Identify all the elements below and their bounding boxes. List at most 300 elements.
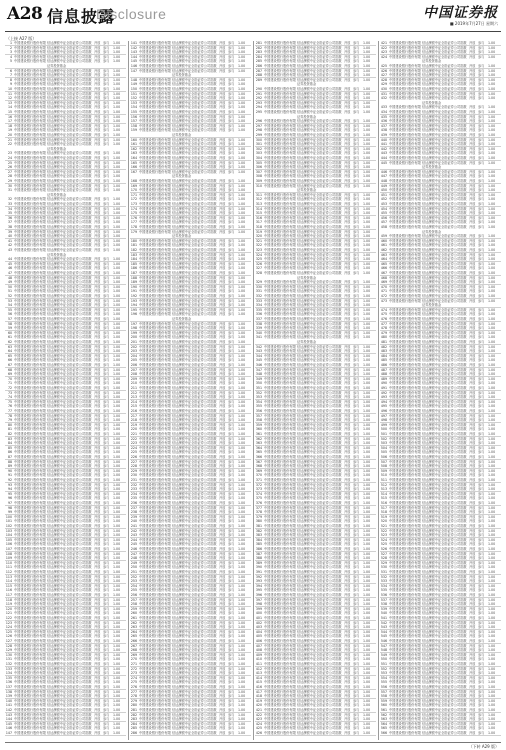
row-number: 407 — [255, 644, 262, 649]
cell-issuer: 中国建设银行股份有限 — [389, 717, 421, 722]
cell-issuer: 中国建设银行股份有限 — [389, 110, 421, 115]
cell-status: 参与 — [228, 303, 236, 308]
cell-issuer: 中国建设银行股份有限 — [264, 69, 296, 74]
cell-fund-name: 信达澳银中证全指证券公司指数 — [297, 257, 342, 262]
row-number: 47 — [5, 271, 12, 276]
cell-issuer: 中国建设银行股份有限 — [389, 487, 421, 492]
cell-fund-name: 信达澳银中证全指证券公司指数证券投资基金 — [172, 128, 217, 137]
row-number: 513 — [380, 487, 387, 492]
cell-status: 参与 — [103, 230, 111, 235]
cell-issuer: 中国建设银行股份有限 — [139, 713, 171, 718]
cell-value: 1.00 — [488, 78, 501, 83]
cell-status: 参与 — [478, 501, 486, 506]
cell-type: 开放 — [469, 657, 477, 662]
row-number: 455 — [380, 211, 387, 216]
cell-issuer: 中国建设银行股份有限 — [139, 441, 171, 446]
cell-status: 参与 — [478, 611, 486, 616]
cell-value: 1.00 — [113, 165, 126, 170]
cell-fund-name: 信达澳银中证全指证券公司指数 — [47, 363, 92, 368]
cell-value: 1.00 — [488, 487, 501, 492]
cell-value: 1.00 — [488, 207, 501, 212]
cell-fund-name: 信达澳银中证全指证券公司指数 — [422, 46, 467, 51]
cell-type: 开放 — [219, 225, 227, 230]
cell-status: 参与 — [353, 234, 361, 239]
row-number: 320 — [255, 234, 262, 239]
cell-status: 参与 — [103, 170, 111, 175]
cell-type: 开放 — [344, 257, 352, 262]
cell-issuer: 中国建设银行股份有限 — [389, 170, 421, 175]
row-number: 308 — [255, 174, 262, 179]
cell-issuer: 中国建设银行股份有限 — [139, 722, 171, 727]
cell-fund-name: 信达澳银中证全指证券公司指数 — [172, 110, 217, 115]
cell-issuer: 中国建设银行股份有限 — [264, 193, 296, 198]
row-number: 321 — [255, 239, 262, 244]
cell-type: 开放 — [219, 115, 227, 120]
cell-status: 参与 — [478, 547, 486, 552]
cell-fund-name: 信达澳银中证全指证券公司指数 — [422, 703, 467, 708]
cell-issuer: 中国建设银行股份有限 — [389, 133, 421, 138]
cell-status: 参与 — [103, 119, 111, 124]
cell-status: 参与 — [478, 262, 486, 267]
cell-fund-name: 信达澳银中证全指证券公司指数 — [47, 432, 92, 437]
cell-status: 参与 — [353, 667, 361, 672]
cell-issuer: 中国建设银行股份有限 — [264, 381, 296, 386]
cell-status: 参与 — [228, 101, 236, 106]
cell-fund-name: 信达澳银中证全指证券公司指数 — [172, 662, 217, 667]
row-number: 281 — [255, 41, 262, 46]
cell-issuer: 中国建设银行股份有限 — [389, 262, 421, 267]
cell-value: 1.00 — [488, 524, 501, 529]
cell-issuer: 中国建设银行股份有限 — [264, 529, 296, 534]
cell-status: 参与 — [478, 368, 486, 373]
row-number: 342 — [255, 345, 262, 350]
cell-fund-name: 信达澳银中证全指证券公司指数 — [422, 151, 467, 156]
cell-value: 1.00 — [488, 579, 501, 584]
cell-status: 参与 — [478, 243, 486, 248]
cell-issuer: 中国建设银行股份有限 — [389, 271, 421, 276]
cell-issuer: 中国建设银行股份有限 — [389, 381, 421, 386]
row-number: 32 — [5, 197, 12, 202]
cell-type: 开放 — [219, 676, 227, 681]
newspaper-brand-logo: 中国证券报 — [423, 2, 498, 22]
cell-value: 1.00 — [113, 404, 126, 409]
cell-type: 开放 — [469, 437, 477, 442]
cell-fund-name: 信达澳银中证全指证券公司指数 — [297, 639, 342, 644]
cell-type: 开放 — [344, 73, 352, 78]
cell-status: 参与 — [478, 124, 486, 129]
cell-status: 参与 — [353, 483, 361, 488]
cell-type: 开放 — [219, 533, 227, 538]
cell-value: 1.00 — [238, 354, 251, 359]
cell-fund-name: 信达澳银中证全指证券公司指数 — [297, 409, 342, 414]
cell-value: 1.00 — [363, 294, 376, 299]
cell-status: 参与 — [353, 303, 361, 308]
cell-status: 参与 — [228, 165, 236, 170]
cell-status: 参与 — [103, 354, 111, 359]
cell-status: 参与 — [103, 220, 111, 225]
cell-fund-name: 信达澳银中证全指证券公司指数 — [47, 455, 92, 460]
cell-fund-name: 信达澳银中证全指证券公司指数 — [422, 115, 467, 120]
cell-fund-name: 信达澳银中证全指证券公司指数 — [47, 216, 92, 221]
cell-type: 开放 — [94, 128, 102, 133]
cell-issuer: 中国建设银行股份有限 — [264, 409, 296, 414]
cell-issuer: 中国建设银行股份有限 — [14, 115, 46, 120]
cell-issuer: 中国建设银行股份有限 — [389, 55, 421, 60]
row-number: 553 — [380, 671, 387, 676]
cell-type: 开放 — [219, 340, 227, 345]
cell-status: 参与 — [103, 128, 111, 133]
cell-value: 1.00 — [113, 437, 126, 442]
row-number: 267 — [130, 644, 137, 649]
cell-type: 开放 — [344, 625, 352, 630]
cell-issuer: 中国建设银行股份有限 — [389, 225, 421, 230]
cell-type: 开放 — [219, 515, 227, 520]
cell-type: 开放 — [344, 345, 352, 350]
cell-issuer: 中国建设银行股份有限 — [139, 667, 171, 672]
cell-value: 1.00 — [113, 588, 126, 593]
row-number: 500 — [380, 427, 387, 432]
cell-issuer: 中国建设银行股份有限 — [14, 464, 46, 469]
cell-fund-name: 信达澳银中证全指证券公司指数 — [172, 266, 217, 271]
cell-value: 1.00 — [113, 234, 126, 239]
cell-fund-name: 信达澳银中证全指证券公司指数 — [422, 588, 467, 593]
cell-type: 开放 — [344, 418, 352, 423]
row-number: 128 — [5, 644, 12, 649]
cell-type: 开放 — [94, 78, 102, 83]
cell-fund-name: 信达澳银中证全指证券公司指数证券投资基金 — [422, 96, 467, 105]
cell-issuer: 中国建设银行股份有限 — [264, 713, 296, 718]
cell-type: 开放 — [344, 473, 352, 478]
cell-type: 开放 — [219, 639, 227, 644]
cell-fund-name: 信达澳银中证全指证券公司指数 — [47, 593, 92, 598]
cell-status: 参与 — [228, 363, 236, 368]
cell-status: 参与 — [228, 634, 236, 639]
cell-value: 1.00 — [113, 170, 126, 175]
cell-type: 开放 — [219, 423, 227, 428]
cell-fund-name: 信达澳银中证全指证券公司指数 — [297, 248, 342, 253]
cell-status: 参与 — [353, 602, 361, 607]
cell-value: 1.00 — [113, 690, 126, 695]
cell-status: 参与 — [103, 377, 111, 382]
cell-status: 参与 — [228, 616, 236, 621]
row-number: 333 — [255, 299, 262, 304]
cell-type: 开放 — [219, 414, 227, 419]
row-number: 439 — [380, 133, 387, 138]
cell-issuer: 中国建设银行股份有限 — [14, 340, 46, 345]
cell-type: 开放 — [344, 556, 352, 561]
cell-status: 参与 — [228, 657, 236, 662]
cell-status: 参与 — [478, 552, 486, 557]
cell-fund-name: 信达澳银中证全指证券公司指数 — [47, 538, 92, 543]
cell-type: 开放 — [469, 611, 477, 616]
cell-status: 参与 — [478, 294, 486, 299]
cell-status: 参与 — [353, 634, 361, 639]
cell-value: 1.00 — [238, 119, 251, 124]
cell-fund-name: 信达澳银中证全指证券公司指数 — [422, 312, 467, 317]
row-number: 422 — [255, 713, 262, 718]
row-number: 199 — [130, 331, 137, 336]
row-number: 113 — [5, 575, 12, 580]
cell-fund-name: 信达澳银中证全指证券公司指数 — [172, 437, 217, 442]
cell-issuer: 中国建设银行股份有限 — [14, 598, 46, 603]
cell-status: 参与 — [228, 216, 236, 221]
cell-type: 开放 — [219, 731, 227, 736]
cell-value: 1.00 — [363, 73, 376, 78]
cell-status: 参与 — [228, 501, 236, 506]
cell-type: 开放 — [219, 243, 227, 248]
cell-fund-name: 信达澳银中证全指证券公司指数证券投资基金 — [297, 271, 342, 280]
cell-value: 1.00 — [488, 395, 501, 400]
row-number: 273 — [130, 671, 137, 676]
cell-type: 开放 — [94, 59, 102, 64]
cell-issuer: 中国建设银行股份有限 — [264, 92, 296, 97]
cell-value: 1.00 — [363, 437, 376, 442]
cell-issuer: 中国建设银行股份有限 — [389, 625, 421, 630]
table-column-1 — [5, 41, 126, 740]
cell-status: 参与 — [103, 73, 111, 78]
cell-status: 参与 — [228, 460, 236, 465]
cell-issuer: 中国建设银行股份有限 — [264, 257, 296, 262]
cell-type: 开放 — [344, 510, 352, 515]
cell-type: 开放 — [94, 634, 102, 639]
row-number: 260 — [130, 611, 137, 616]
cell-status: 参与 — [353, 464, 361, 469]
cell-fund-name: 信达澳银中证全指证券公司指数 — [422, 515, 467, 520]
cell-status: 参与 — [103, 726, 111, 731]
row-number: 294 — [255, 105, 262, 110]
cell-fund-name: 信达澳银中证全指证券公司指数 — [297, 708, 342, 713]
cell-value: 1.00 — [238, 55, 251, 60]
cell-status: 参与 — [478, 667, 486, 672]
cell-status: 参与 — [478, 115, 486, 120]
cell-value: 1.00 — [238, 349, 251, 354]
cell-type: 开放 — [94, 409, 102, 414]
cell-value: 1.00 — [488, 423, 501, 428]
cell-value: 1.00 — [488, 381, 501, 386]
cell-status: 参与 — [478, 326, 486, 331]
cell-status: 参与 — [228, 41, 236, 46]
cell-fund-name: 信达澳银中证全指证券公司指数 — [47, 331, 92, 336]
cell-issuer: 中国建设银行股份有限 — [139, 299, 171, 304]
cell-status: 参与 — [353, 156, 361, 161]
cell-status: 参与 — [353, 713, 361, 718]
cell-fund-name: 信达澳银中证全指证券公司指数 — [47, 239, 92, 244]
cell-value: 1.00 — [113, 386, 126, 391]
row-number: 312 — [255, 197, 262, 202]
row-number: 472 — [380, 294, 387, 299]
section-title-en: Disclosure — [96, 6, 166, 22]
cell-value: 1.00 — [363, 230, 376, 235]
cell-fund-name: 信达澳银中证全指证券公司指数证券投资基金 — [172, 170, 217, 179]
cell-issuer: 中国建设银行股份有限 — [264, 506, 296, 511]
cell-issuer: 中国建设银行股份有限 — [264, 243, 296, 248]
row-number: 368 — [255, 464, 262, 469]
cell-issuer: 中国建设银行股份有限 — [389, 87, 421, 92]
cell-value: 1.00 — [363, 363, 376, 368]
cell-status: 参与 — [478, 455, 486, 460]
row-number: 197 — [130, 322, 137, 327]
cell-status: 参与 — [103, 483, 111, 488]
cell-type: 开放 — [94, 174, 102, 179]
cell-fund-name: 信达澳银中证全指证券公司指数 — [297, 464, 342, 469]
cell-type: 开放 — [94, 464, 102, 469]
page-number: A28 — [7, 4, 42, 24]
row-number: 266 — [130, 639, 137, 644]
cell-status: 参与 — [353, 225, 361, 230]
cell-issuer: 中国建设银行股份有限 — [139, 450, 171, 455]
cell-fund-name: 信达澳银中证全指证券公司指数 — [172, 584, 217, 589]
cell-value: 1.00 — [363, 257, 376, 262]
cell-status: 参与 — [228, 257, 236, 262]
cell-fund-name: 信达澳银中证全指证券公司指数 — [47, 404, 92, 409]
cell-issuer: 中国建设银行股份有限 — [389, 579, 421, 584]
cell-status: 参与 — [353, 170, 361, 175]
cell-value: 1.00 — [238, 92, 251, 97]
cell-fund-name: 信达澳银中证全指证券公司指数 — [422, 147, 467, 152]
cell-fund-name: 信达澳银中证全指证券公司指数 — [172, 105, 217, 110]
cell-type: 开放 — [94, 289, 102, 294]
cell-type: 开放 — [94, 496, 102, 501]
cell-fund-name: 信达澳银中证全指证券公司指数 — [297, 510, 342, 515]
cell-value: 1.00 — [113, 671, 126, 676]
cell-value: 1.00 — [488, 87, 501, 92]
row-number: 189 — [130, 280, 137, 285]
cell-fund-name: 信达澳银中证全指证券公司指数 — [47, 101, 92, 106]
row-number: 332 — [255, 294, 262, 299]
cell-status: 参与 — [353, 621, 361, 626]
cell-value: 1.00 — [488, 142, 501, 147]
cell-status: 参与 — [478, 634, 486, 639]
cell-type: 开放 — [219, 349, 227, 354]
cell-type: 开放 — [219, 616, 227, 621]
cell-fund-name: 信达澳银中证全指证券公司指数 — [297, 170, 342, 175]
cell-fund-name: 信达澳银中证全指证券公司指数 — [47, 565, 92, 570]
cell-fund-name: 信达澳银中证全指证券公司指数 — [297, 345, 342, 350]
cell-type: 开放 — [219, 151, 227, 156]
cell-issuer: 中国建设银行股份有限 — [264, 234, 296, 239]
cell-issuer: 中国建设银行股份有限 — [14, 377, 46, 382]
cell-issuer: 中国建设银行股份有限 — [14, 593, 46, 598]
cell-value: 1.00 — [238, 101, 251, 106]
cell-value: 1.00 — [488, 565, 501, 570]
cell-value: 1.00 — [113, 41, 126, 46]
cell-issuer: 中国建设银行股份有限 — [139, 170, 171, 175]
cell-value: 1.00 — [238, 694, 251, 699]
row-number: 114 — [5, 579, 12, 584]
cell-value: 1.00 — [113, 128, 126, 133]
cell-fund-name: 信达澳银中证全指证券公司指数 — [47, 96, 92, 101]
cell-fund-name: 信达澳银中证全指证券公司指数 — [297, 575, 342, 580]
cell-value: 1.00 — [363, 625, 376, 630]
row-number: 520 — [380, 519, 387, 524]
cell-status: 参与 — [228, 294, 236, 299]
cell-fund-name: 信达澳银中证全指证券公司指数 — [422, 262, 467, 267]
cell-value: 1.00 — [113, 639, 126, 644]
cell-type: 开放 — [469, 345, 477, 350]
row-number: 18 — [5, 124, 12, 129]
cell-fund-name: 信达澳银中证全指证券公司指数 — [297, 496, 342, 501]
cell-value: 1.00 — [488, 41, 501, 46]
row-number: 127 — [5, 639, 12, 644]
cell-type: 开放 — [344, 312, 352, 317]
cell-fund-name: 信达澳银中证全指证券公司指数 — [172, 713, 217, 718]
cell-type: 开放 — [469, 354, 477, 359]
cell-status: 参与 — [228, 96, 236, 101]
cell-value: 1.00 — [363, 441, 376, 446]
cell-value: 1.00 — [238, 170, 251, 175]
cell-issuer: 中国建设银行股份有限 — [264, 694, 296, 699]
cell-type: 开放 — [469, 455, 477, 460]
cell-status: 参与 — [353, 423, 361, 428]
cell-fund-name: 信达澳银中证全指证券公司指数 — [47, 552, 92, 557]
cell-fund-name: 信达澳银中证全指证券公司指数 — [47, 492, 92, 497]
cell-value: 1.00 — [363, 322, 376, 327]
row-number: 399 — [255, 607, 262, 612]
cell-fund-name: 信达澳银中证全指证券公司指数 — [47, 326, 92, 331]
cell-fund-name: 信达澳银中证全指证券公司指数 — [297, 243, 342, 248]
row-number: 119 — [5, 602, 12, 607]
cell-value: 1.00 — [238, 648, 251, 653]
row-number: 270 — [130, 657, 137, 662]
cell-type: 开放 — [344, 427, 352, 432]
cell-status: 参与 — [103, 317, 111, 322]
cell-issuer: 中国建设银行股份有限 — [139, 372, 171, 377]
cell-status: 参与 — [478, 257, 486, 262]
cell-type: 开放 — [94, 515, 102, 520]
cell-status: 参与 — [228, 349, 236, 354]
cell-value: 1.00 — [363, 349, 376, 354]
cell-status: 参与 — [103, 400, 111, 405]
cell-type: 开放 — [219, 699, 227, 704]
cell-type: 开放 — [219, 322, 227, 327]
cell-type: 开放 — [219, 46, 227, 51]
cell-type: 开放 — [344, 690, 352, 695]
table-row — [5, 248, 126, 257]
row-number: 508 — [380, 464, 387, 469]
cell-fund-name: 信达澳银中证全指证券公司指数 — [297, 515, 342, 520]
cell-fund-name: 信达澳银中证全指证券公司指数 — [47, 50, 92, 55]
cell-value: 1.00 — [363, 335, 376, 340]
cell-issuer: 中国建设银行股份有限 — [14, 335, 46, 340]
cell-type: 开放 — [344, 644, 352, 649]
cell-fund-name: 信达澳银中证全指证券公司指数 — [172, 46, 217, 51]
row-number: 324 — [255, 253, 262, 258]
row-number: 340 — [255, 331, 262, 336]
cell-type: 开放 — [94, 455, 102, 460]
cell-type: 开放 — [219, 524, 227, 529]
cell-issuer: 中国建设银行股份有限 — [264, 386, 296, 391]
cell-fund-name: 信达澳银中证全指证券公司指数 — [172, 446, 217, 451]
cell-issuer: 中国建设银行股份有限 — [139, 510, 171, 515]
cell-type: 开放 — [219, 404, 227, 409]
cell-fund-name: 信达澳银中证全指证券公司指数 — [297, 179, 342, 184]
cell-fund-name: 信达澳银中证全指证券公司指数 — [172, 197, 217, 202]
cell-type: 开放 — [94, 671, 102, 676]
cell-status: 参与 — [103, 722, 111, 727]
cell-type: 开放 — [469, 501, 477, 506]
cell-status: 参与 — [353, 469, 361, 474]
cell-fund-name: 信达澳银中证全指证券公司指数 — [422, 524, 467, 529]
cell-type: 开放 — [94, 105, 102, 110]
cell-fund-name: 信达澳银中证全指证券公司指数 — [47, 607, 92, 612]
row-number: 501 — [380, 432, 387, 437]
cell-fund-name: 信达澳银中证全指证券公司指数 — [47, 312, 92, 317]
row-number: 420 — [255, 703, 262, 708]
cell-fund-name: 信达澳银中证全指证券公司指数 — [422, 69, 467, 74]
cell-status: 参与 — [228, 354, 236, 359]
cell-status: 参与 — [478, 492, 486, 497]
cell-value: 1.00 — [363, 289, 376, 294]
